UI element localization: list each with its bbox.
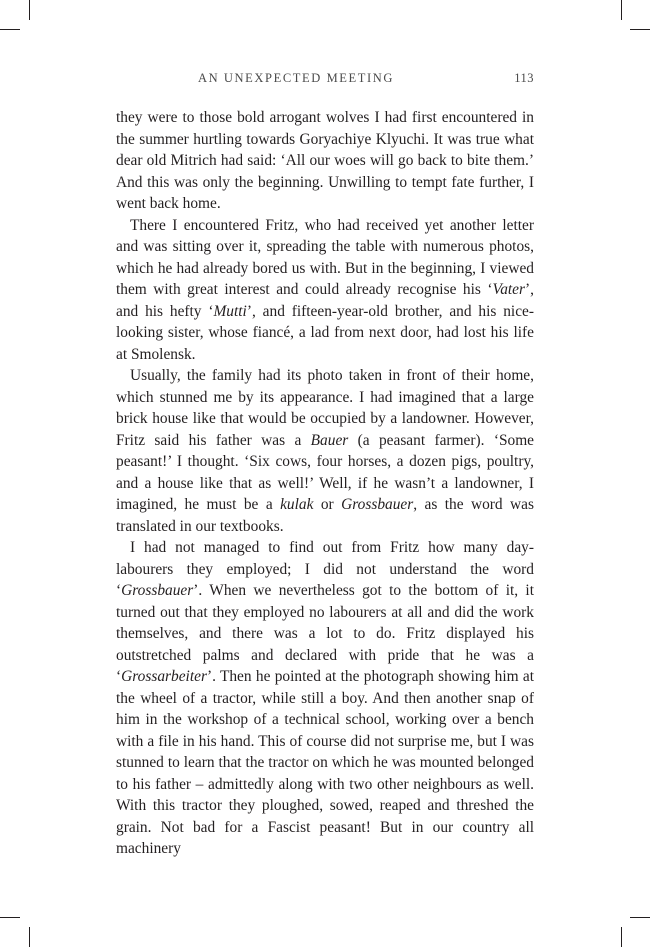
running-header <box>116 71 534 89</box>
page-number: 113 <box>514 71 534 85</box>
paragraph: Usually, the family had its photo taken in front of their home, which stunned me by its appearance. I had imagined that a large brick house like that would be occupied by a landowner. However, Fritz said his father was a Bauer (a peasant farmer). ‘Some peasant!’ I thought. ‘Six cows, four horses, a dozen pigs, poultry, and a house like that as well!’ Well, if he wasn’t a landowner, I imagined, he must be a kulak or Grossbauer, as the word was translated in our textbooks. <box>116 367 534 535</box>
crop-mark-top-right-vertical <box>621 0 622 20</box>
crop-mark-top-left-horizontal <box>0 29 20 30</box>
body-text <box>116 107 534 860</box>
crop-mark-bottom-right-vertical <box>621 927 622 947</box>
paragraph: I had not managed to find out from Fritz how many day-labourers they employed; I did not understand the word ‘Grossbauer’. When we nevertheless got to the bottom of it, it turned out that they employed no labourers at all and did the work themselves, and there was a lot to do. Fritz displayed his outstretched palms and declared with pride that he was a ‘Grossarbeiter’. Then he pointed at the photograph showing him at the wheel of a tractor, while still a boy. And then another snap of him in the workshop of a technical school, working over a bench with a file in his hand. This of course did not surprise me, but I was stunned to learn that the tractor on which he was mounted belonged to his father – admittedly along with two other neighbours as well. With this tractor they ploughed, sowed, reaped and threshed the grain. Not bad for a Fascist peasant! But in our country all machinery <box>116 539 534 857</box>
crop-mark-top-right-horizontal <box>630 29 650 30</box>
running-title: AN UNEXPECTED MEETING <box>197 71 395 85</box>
paragraph: they were to those bold arrogant wolves I had first encountered in the summer hurtling towards Goryachiye Klyuchi. It was true what dear old Mitrich had said: ‘All our woes will go back to bite them.’ And this was only the beginning. Unwilling to tempt fate further, I went back home. <box>116 109 534 212</box>
crop-mark-bottom-right-horizontal <box>630 917 650 918</box>
crop-mark-top-left-vertical <box>29 0 30 20</box>
paragraph: There I encountered Fritz, who had received yet another letter and was sitting over it, spreading the table with numerous photos, which he had already bored us with. But in the beginning, I viewed them with great interest and could already recognise his ‘Vater’, and his hefty ‘Mutti’, and fifteen-year-old brother, and his nice-looking sister, whose fiancé, a lad from next door, had lost his life at Smolensk. <box>116 216 534 363</box>
crop-mark-bottom-left-horizontal <box>0 917 20 918</box>
crop-mark-bottom-left-vertical <box>29 927 30 947</box>
